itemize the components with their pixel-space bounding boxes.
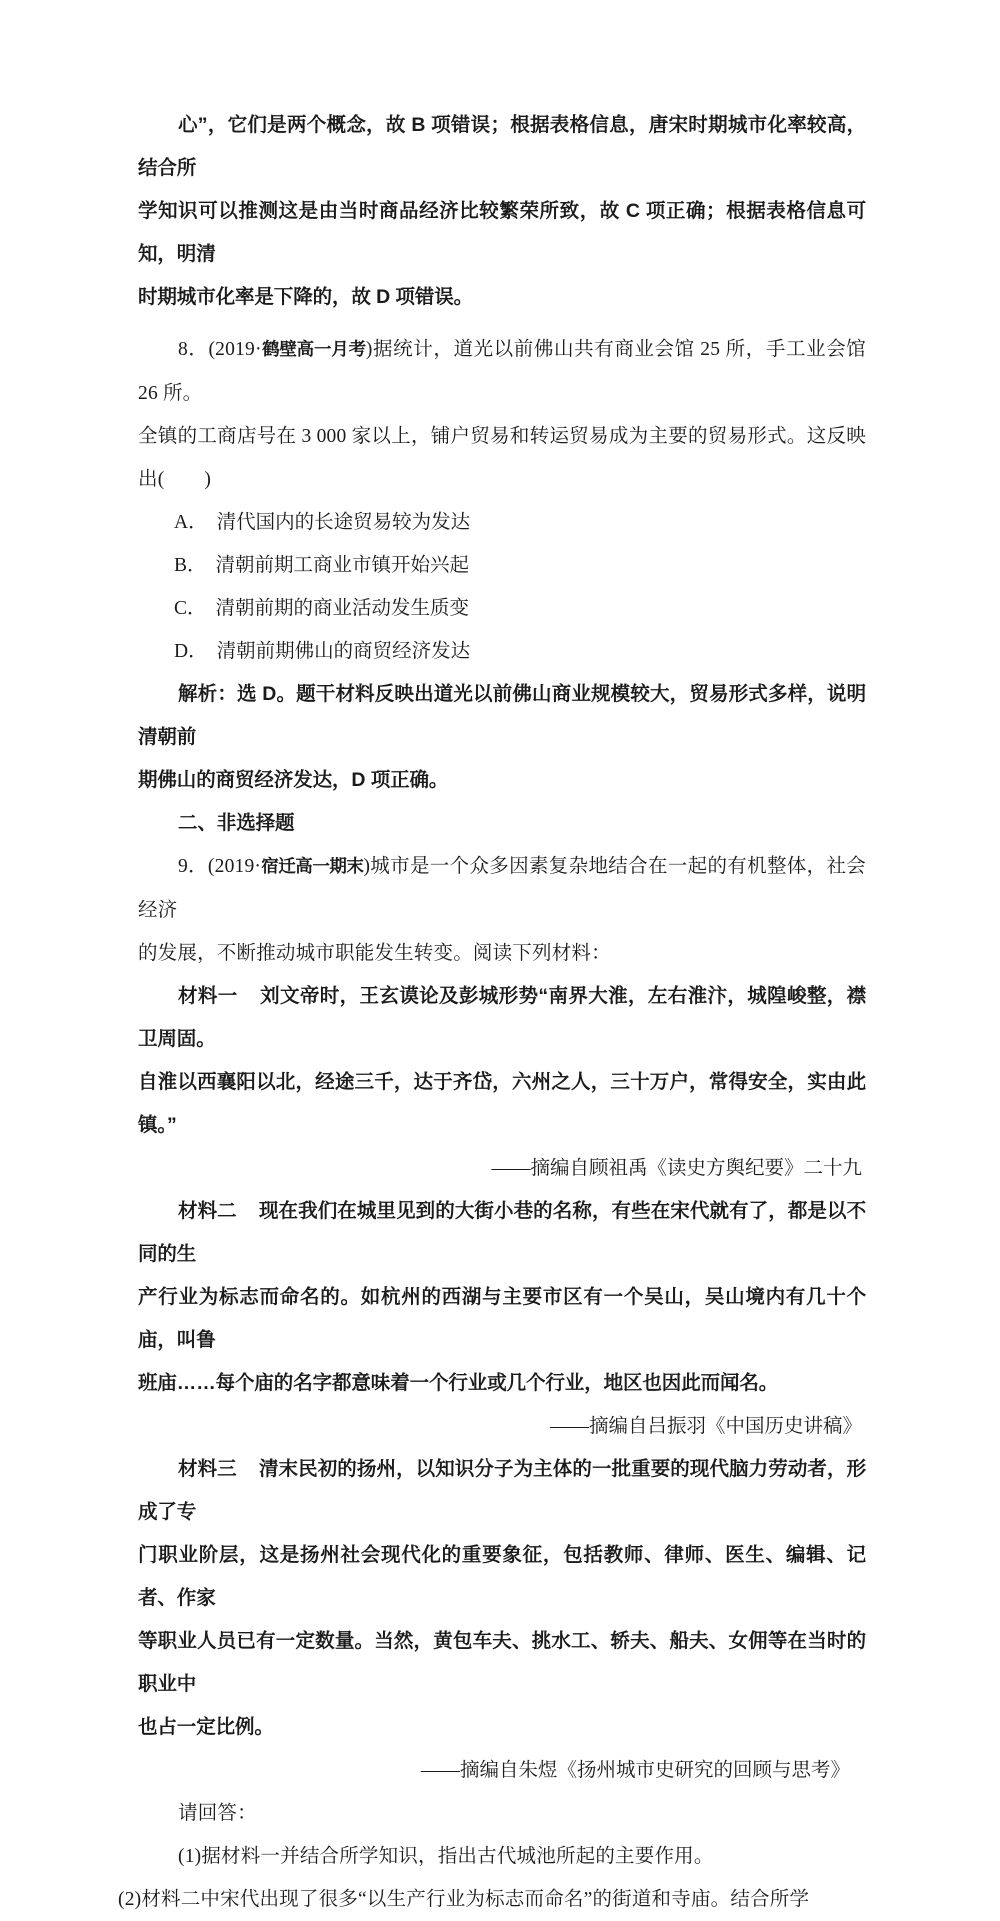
question-8-source: 鹤壁高一月考 — [261, 340, 366, 360]
sub-question-2: (2)材料二中宋代出现了很多“以生产行业为标志而命名”的街道和寺庙。结合所学 — [118, 1889, 810, 1910]
material-3-line-4: 也占一定比例。 — [138, 1716, 274, 1738]
material-3-line-3: 等职业人员已有一定数量。当然，黄包车夫、挑水工、轿夫、船夫、女佣等在当时的职业中 — [138, 1630, 866, 1695]
option-a-text: 清代国内的长途贸易较为发达 — [216, 512, 471, 533]
material-2-citation: ——摘编自吕振羽《中国历史讲稿》 — [549, 1416, 862, 1437]
material-3-label: 材料三 — [178, 1458, 237, 1480]
analysis-continued-line-3: 时期城市化率是下降的，故 D 项错误。 — [138, 286, 474, 308]
question-8-option-d[interactable] — [138, 630, 866, 673]
option-c-tag: C． — [174, 598, 207, 619]
question-8-source-close: ) — [365, 339, 373, 360]
material-3-line-1 — [138, 1448, 866, 1534]
material-3-citation: ——摘编自朱煜《扬州城市史研究的回顾与思考》 — [420, 1760, 850, 1781]
material-1-text-1: 刘文帝时，王玄谟论及彭城形势“南界大淮，左右淮汴，城隍峻整，襟卫周固。 — [138, 985, 866, 1050]
question-8-stem-paren-close: ) — [204, 469, 212, 490]
question-8-stem-text-2: 全镇的工商店号在 3 000 家以上，铺户贸易和转运贸易成为主要的贸易形式。这反映出( — [138, 426, 866, 490]
material-1-label: 材料一 — [178, 985, 238, 1007]
question-9-source: 宿迁高一期末 — [261, 857, 364, 877]
material-2-text-1: 现在我们在城里见到的大街小巷的名称，有些在宋代就有了，都是以不同的生 — [138, 1200, 866, 1265]
question-8-source-open: (2019· — [208, 339, 262, 360]
option-b-tag: B． — [174, 555, 207, 576]
material-2-line-2: 产行业为标志而命名的。如杭州的西湖与主要市区有一个吴山，吴山境内有几十个庙，叫鲁 — [138, 1286, 866, 1351]
question-8-stem-line-2 — [138, 415, 866, 501]
option-c-text: 清朝前期的商业活动发生质变 — [215, 598, 470, 619]
block-spacer — [138, 319, 866, 328]
section-heading-non-multiple-choice: 二、非选择题 — [178, 812, 295, 834]
option-d-text: 清朝前期佛山的商贸经济发达 — [216, 641, 471, 662]
question-8-explanation-line-1: 解析：选 D。题干材料反映出道光以前佛山商业规模较大，贸易形式多样，说明清朝前 — [138, 683, 866, 748]
question-8-option-b[interactable] — [138, 544, 866, 587]
question-9-stem-line-1 — [138, 845, 866, 932]
material-3-line-2: 门职业阶层，这是扬州社会现代化的重要象征，包括教师、律师、医生、编辑、记者、作家 — [138, 1544, 866, 1609]
material-1-line-1 — [138, 975, 866, 1061]
material-2-line-1 — [138, 1190, 866, 1276]
question-8-number: 8． — [178, 339, 209, 360]
question-8-option-c[interactable] — [138, 587, 866, 630]
material-3-text-1: 清末民初的扬州，以知识分子为主体的一批重要的现代脑力劳动者，形成了专 — [138, 1458, 866, 1523]
material-2-label: 材料二 — [178, 1200, 237, 1222]
analysis-continued-line-2: 学知识可以推测这是由当时商品经济比较繁荣所致，故 C 项正确；根据表格信息可知，明清 — [138, 200, 866, 265]
question-8-explanation-line-2: 期佛山的商贸经济发达，D 项正确。 — [138, 769, 449, 791]
option-b-text: 清朝前期工商业市镇开始兴起 — [215, 555, 470, 576]
option-a-tag: A． — [174, 512, 208, 533]
question-8-option-a[interactable] — [138, 501, 866, 544]
question-8-stem-text-1: 据统计，道光以前佛山共有商业会馆 25 所，手工业会馆 26 所。 — [138, 339, 866, 404]
material-1-citation: ——摘编自顾祖禹《读史方舆纪要》二十九 — [491, 1158, 862, 1179]
question-9-stem-line-2: 的发展，不断推动城市职能发生转变。阅读下列材料： — [138, 943, 611, 964]
page-content-column — [118, 104, 866, 1921]
question-9-source-close: ) — [363, 856, 371, 877]
question-9-number: 9． — [178, 856, 208, 877]
question-9-stem-text-1: 城市是一个众多因素复杂地结合在一起的有机整体，社会经济 — [138, 856, 866, 921]
question-9-source-open: (2019· — [207, 856, 262, 877]
answer-prompt: 请回答： — [178, 1803, 257, 1824]
material-1-line-2: 自淮以西襄阳以北，经途三千，达于齐岱，六州之人，三十万户，常得安全，实由此镇。” — [138, 1071, 866, 1136]
option-d-tag: D． — [174, 641, 208, 662]
material-2-line-3: 班庙……每个庙的名字都意味着一个行业或几个行业，地区也因此而闻名。 — [138, 1372, 779, 1394]
analysis-continued-line-1: 心”，它们是两个概念，故 B 项错误；根据表格信息，唐宋时期城市化率较高，结合所 — [138, 114, 866, 179]
question-8-stem-line-1 — [138, 328, 866, 415]
sub-question-1: (1)据材料一并结合所学知识，指出古代城池所起的主要作用。 — [178, 1846, 714, 1867]
